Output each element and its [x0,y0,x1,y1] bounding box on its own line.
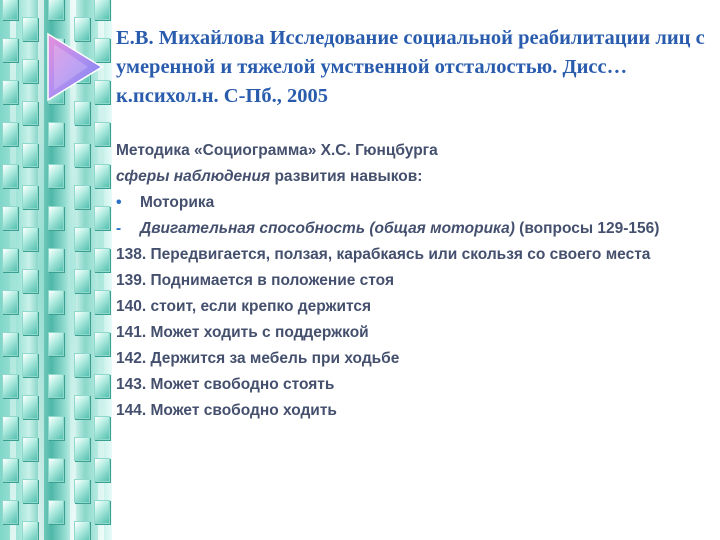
mosaic-tile [94,248,110,272]
mosaic-tile [74,227,90,251]
slide-content [116,141,696,427]
spheres-rest: развития навыков: [270,168,423,185]
play-triangle-icon [44,30,106,104]
mosaic-tile [48,416,64,440]
mosaic-tile [94,122,110,146]
mosaic-tile [48,122,64,146]
mosaic-tile [2,206,18,230]
dash-marker: - [116,220,122,237]
mosaic-tile [74,269,90,293]
mosaic-tile [74,437,90,461]
list-item: 144. Может свободно ходить [116,402,337,419]
mosaic-tile [22,437,38,461]
mosaic-tile [74,395,90,419]
spheres-italic: сферы наблюдения [116,168,271,185]
mosaic-tile [2,458,18,482]
mosaic-tile [48,290,64,314]
mosaic-tile [48,458,64,482]
mosaic-tile [48,374,64,398]
slide-title: Е.В. Михайлова Исследование социальной реабилитации лиц с умеренной и тяжелой умственной отсталостью. Дисс… к.психол.н. С-Пб., 2005 [116,27,705,107]
mosaic-tile [2,290,18,314]
sub-italic: Двигательная способность (общая моторика) [140,220,515,237]
bullet-text: Моторика [140,194,215,211]
mosaic-tile [74,101,90,125]
mosaic-tile [22,143,38,167]
mosaic-tile [94,458,110,482]
spheres-line [116,167,696,186]
mosaic-tile [48,164,64,188]
mosaic-tile [22,479,38,503]
mosaic-tile [94,416,110,440]
mosaic-tile [22,311,38,335]
mosaic-tile [74,185,90,209]
mosaic-tile [22,185,38,209]
mosaic-tile [2,248,18,272]
mosaic-tile [22,521,38,540]
mosaic-tile [74,143,90,167]
method-line: Методика «Социограмма» Х.С. Гюнцбурга [116,142,438,159]
mosaic-tile [2,416,18,440]
mosaic-tile [94,500,110,524]
mosaic-tile [74,521,90,540]
mosaic-tile [22,17,38,41]
mosaic-tile [2,0,18,20]
mosaic-tile [22,101,38,125]
mosaic-tile [48,248,64,272]
list-item: 143. Может свободно стоять [116,376,335,393]
mosaic-tile [48,332,64,356]
mosaic-tile [22,227,38,251]
mosaic-tile [2,38,18,62]
mosaic-tile [22,59,38,83]
mosaic-tile [74,479,90,503]
mosaic-tile [2,122,18,146]
mosaic-tile [2,80,18,104]
list-item: 138. Передвигается, ползая, карабкаясь или скользя со своего места [116,246,651,263]
list-item: 142. Держится за мебель при ходьбе [116,350,400,367]
mosaic-tile [2,332,18,356]
dash-item-motor-ability [116,219,696,238]
mosaic-tile [94,332,110,356]
mosaic-tile [94,206,110,230]
mosaic-tile [22,395,38,419]
list-item: 141. Может ходить с поддержкой [116,324,369,341]
mosaic-tile [2,164,18,188]
mosaic-tile [2,374,18,398]
mosaic-tile [74,353,90,377]
mosaic-tile [94,164,110,188]
mosaic-tile [22,353,38,377]
mosaic-tile [94,290,110,314]
mosaic-tile [94,0,110,20]
list-item: 139. Поднимается в положение стоя [116,272,394,289]
bullet-marker: • [116,194,122,211]
bullet-item-motorika [116,193,696,212]
mosaic-tile [2,500,18,524]
list-item: 140. стоит, если крепко держится [116,298,372,315]
mosaic-tile [48,500,64,524]
mosaic-tile [74,311,90,335]
mosaic-tile [48,0,64,20]
mosaic-tile [48,206,64,230]
sub-rest: (вопросы 129-156) [514,220,660,237]
mosaic-tile [22,269,38,293]
mosaic-tile [94,374,110,398]
